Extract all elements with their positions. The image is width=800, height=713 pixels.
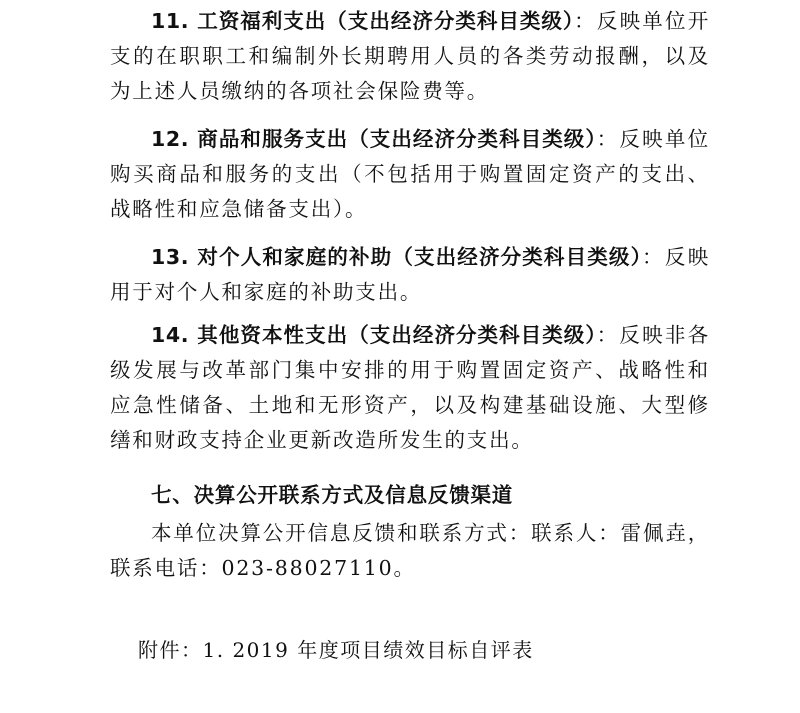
item-14-title: 14. 其他资本性支出（支出经济分类科目类级）	[151, 323, 597, 347]
item-13-title: 13. 对个人和家庭的补助（支出经济分类科目类级）	[151, 245, 642, 269]
item-13-body: ：反映用于对个人和家庭的补助支出。	[110, 245, 711, 304]
item-14-paragraph	[110, 318, 710, 458]
item-14-body: ：反映非各级发展与改革部门集中安排的用于购置固定资产、战略性和应急性储备、土地和无形资产，以及构建基础设施、大型修缮和财政支持企业更新改造所发生的支出。	[110, 323, 710, 452]
item-11-body: ：反映单位开支的在职职工和编制外长期聘用人员的各类劳动报酬，以及为上述人员缴纳的各项社会保险费等。	[110, 9, 710, 103]
section-heading: 七、决算公开联系方式及信息反馈渠道	[151, 483, 514, 507]
item-12-body: ：反映单位购买商品和服务的支出（不包括用于购置固定资产的支出、战略性和应急储备支出）。	[110, 127, 710, 221]
item-12-title: 12. 商品和服务支出（支出经济分类科目类级）	[151, 127, 597, 151]
item-12-paragraph	[110, 122, 710, 227]
item-11-title: 11. 工资福利支出（支出经济分类科目类级）	[151, 9, 575, 33]
item-11-paragraph	[110, 4, 710, 109]
item-13-paragraph	[110, 240, 710, 310]
attachment-line: 附件：1. 2019 年度项目绩效目标自评表	[138, 638, 534, 662]
contact-paragraph: 本单位决算公开信息反馈和联系方式：联系人：雷佩垚，联系电话：023-88027110。	[110, 521, 710, 580]
